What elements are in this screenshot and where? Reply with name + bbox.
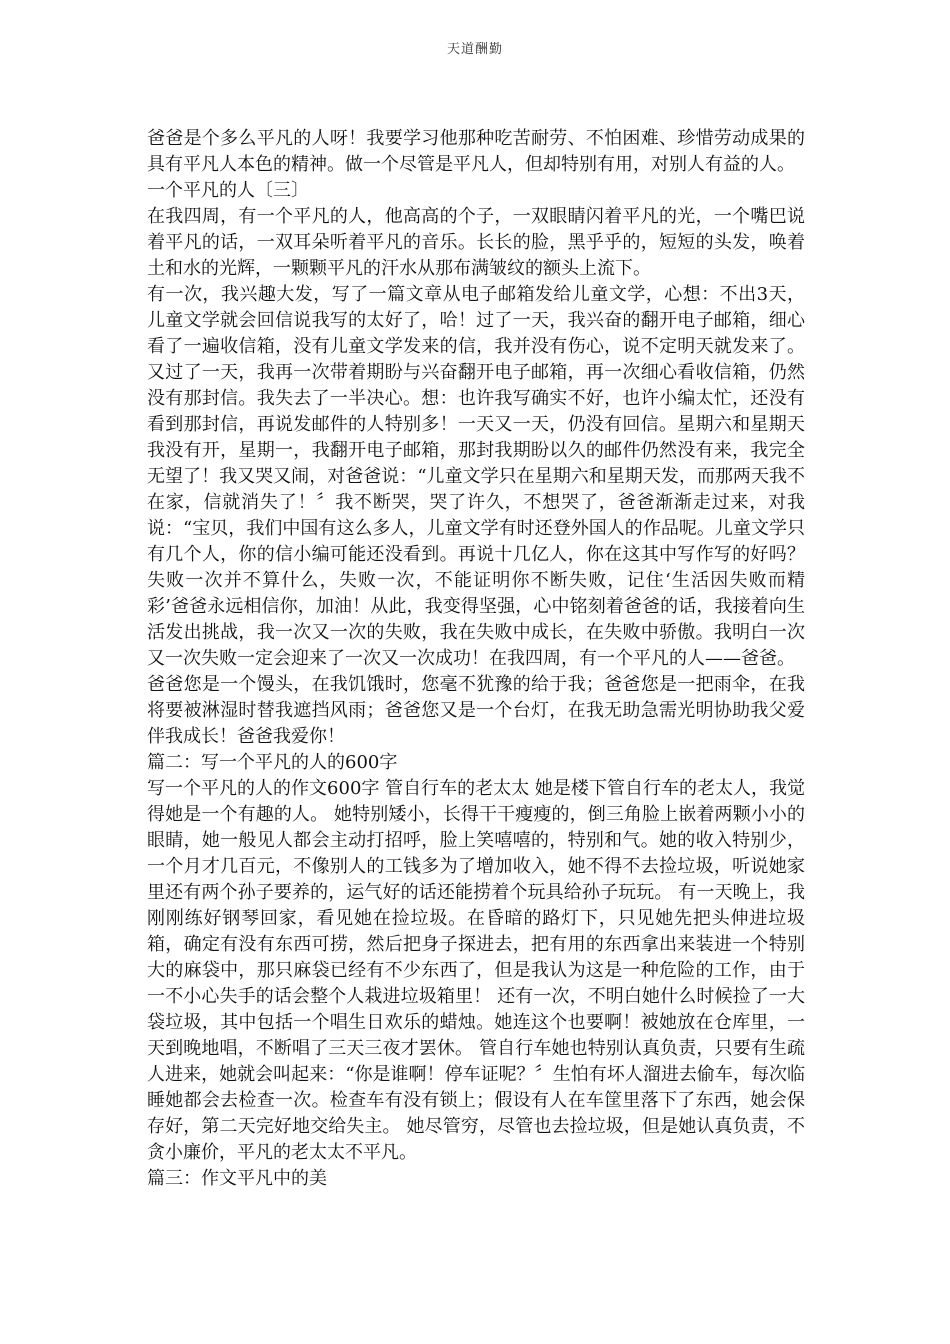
paragraph-4: 爸爸您是一个馒头，在我饥饿时，您毫不犹豫的给于我；爸爸您是一把雨伞，在我将要被淋湿时替我遮挡风雨；爸爸您又是一个台灯，在我无助急需光明协助我父爱伴我成长！爸爸我爱你！ (147, 674, 805, 747)
document-body (147, 126, 805, 1192)
paragraph-1: 爸爸是个多么平凡的人呀！我要学习他那种吃苦耐劳、不怕困难、珍惜劳动成果的具有平凡人本色的精神。做一个尽管是平凡人，但却特别有用，对别人有益的人。 (147, 128, 805, 175)
paragraph-2: 在我四周，有一个平凡的人，他高高的个子，一双眼睛闪着平凡的光，一个嘴巴说着平凡的话，一双耳朵听着平凡的音乐。长长的脸，黑乎乎的，短短的头发，唤着土和水的光辉，一颗颗平凡的汗水从那布满皱纹的额头上流下。 (147, 206, 805, 279)
paragraph-3: 有一次，我兴趣大发，写了一篇文章从电子邮箱发给儿童文学，心想：不出3天，儿童文学就会回信说我写的太好了，哈！过了一天，我兴奋的翻开电子邮箱，细心看了一遍收信箱，没有儿童文学发来的信，我并没有伤心，说不定明天就发来了。又过了一天，我再一次带着期盼与兴奋翻开电子邮箱，再一次细心看收信箱，仍然没有那封信。我失去了一半决心。想：也许我写确实不好，也许小编太忙，还没有看到那封信，再说发邮件的人特别多！一天又一天，仍没有回信。星期六和星期天我没有开，星期一，我翻开电子邮箱，那封我期盼以久的邮件仍然没有来，我完全无望了！我又哭又闹，对爸爸说：“儿童文学只在星期六和星期天发，而那两天我不在家，信就消失了！〞我不断哭，哭了许久，不想哭了，爸爸渐渐走过来，对我说：“宝贝，我们中国有这么多人，儿童文学有时还登外国人的作品呢。儿童文学只有几个人，你的信小编可能还没看到。再说十几亿人，你在这其中写作写的好吗？失败一次并不算什么，失败一次，不能证明你不断失败，记住‘生活因失败而精彩’爸爸永远相信你，加油！从此，我变得坚强，心中铭刻着爸爸的话，我接着向生活发出挑战，我一次又一次的失败，我在失败中成长，在失败中骄傲。我明白一次又一次失败一定会迎来了一次又一次成功！在我四周，有一个平凡的人——爸爸。 (147, 284, 805, 669)
section-heading-article-2: 篇二：写一个平凡的人的600字 (147, 752, 398, 773)
section-heading-article-3: 篇三：作文平凡中的美 (147, 1168, 327, 1189)
page-header: 天道酬勤 (446, 42, 503, 57)
paragraph-5: 写一个平凡的人的作文600字 管自行车的老太太 她是楼下管自行车的老太人，我觉得她是一个有趣的人。 她特别矮小，长得干干瘦瘦的，倒三角脸上嵌着两颗小小的眼睛，她一般见人都会主动打招呼，脸上笑嘻嘻的，特别和气。她的收入特别少，一个月才几百元，不像别人的工钱多为了增加收入，她不得不去捡垃圾，听说她家里还有两个孙子要养的，运气好的话还能捞着个玩具给孙子玩玩。 有一天晚上，我刚刚练好钢琴回家，看见她在捡垃圾。在昏暗的路灯下，只见她先把头伸进垃圾箱，确定有没有东西可捞，然后把身子探进去，把有用的东西拿出来装进一个特别大的麻袋中，那只麻袋已经有不少东西了，但是我认为这是一种危险的工作，由于一不小心失手的话会整个人栽进垃圾箱里！ 还有一次，不明白她什么时候捡了一大袋垃圾，其中包括一个唱生日欢乐的蜡烛。她连这个也要啊！被她放在仓库里，一天到晚地唱，不断唱了三天三夜才罢休。 管自行车她也特别认真负责，只要有生疏人进来，她就会叫起来：“你是谁啊！停车证呢？〞生怕有坏人溜进去偷车，每次临睡她都会去检查一次。检查车有没有锁上；假设有人在车筐里落下了东西，她会保存好，第二天完好地交给失主。 她尽管穷，尽管也去捡垃圾，但是她认真负责，不贪小廉价，平凡的老太太不平凡。 (147, 778, 805, 1163)
section-heading-3: 一个平凡的人〔三〕 (147, 180, 309, 201)
